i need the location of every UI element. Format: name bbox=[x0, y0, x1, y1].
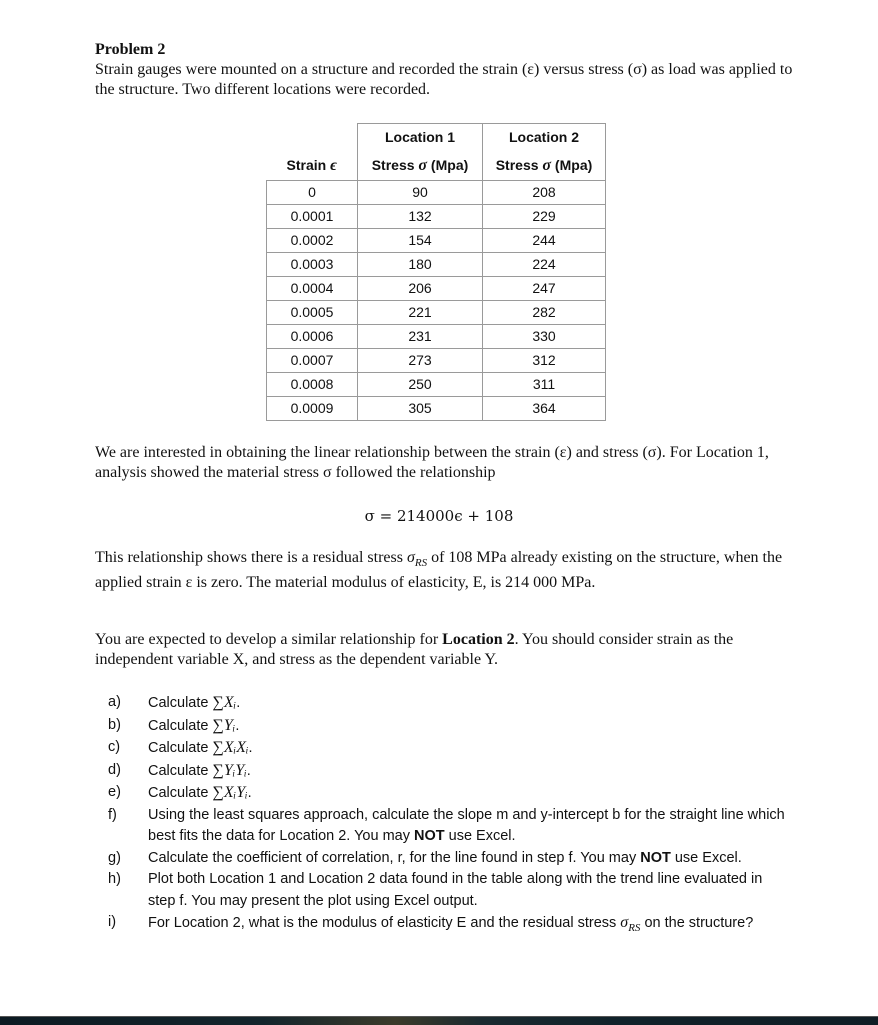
question-label: e) bbox=[108, 784, 121, 800]
header-stress-1: Stress σ (Mpa) bbox=[358, 150, 483, 181]
question-text: Calculate ∑XᵢXᵢ. bbox=[148, 739, 253, 756]
question-item bbox=[108, 848, 788, 870]
location-1-equation: σ = 214000ϵ + 108 bbox=[364, 507, 514, 525]
summation-expression: ∑Yᵢ bbox=[212, 716, 236, 734]
stress-location-1-cell: 206 bbox=[358, 277, 483, 301]
problem-header bbox=[95, 40, 795, 100]
strain-cell: 0 bbox=[267, 181, 358, 205]
stress-location-2-cell: 312 bbox=[483, 349, 606, 373]
strain-cell: 0.0006 bbox=[267, 325, 358, 349]
strain-cell: 0.0009 bbox=[267, 397, 358, 421]
stress-location-2-cell: 247 bbox=[483, 277, 606, 301]
question-label: g) bbox=[108, 849, 121, 866]
table-row bbox=[267, 301, 606, 325]
stress-location-1-cell: 221 bbox=[358, 301, 483, 325]
table-header-row-locations bbox=[267, 124, 606, 151]
sigma-symbol: σ bbox=[418, 156, 428, 174]
question-item bbox=[108, 737, 788, 760]
epsilon-symbol: ϵ bbox=[330, 156, 337, 174]
stress-location-1-cell: 305 bbox=[358, 397, 483, 421]
stress-location-1-cell: 250 bbox=[358, 373, 483, 397]
table-row bbox=[267, 397, 606, 421]
residual-stress-paragraph: This relationship shows there is a residual stress $\sigma_{RS}$ of 108 MPa already existing on the structure, when the applied strain ε is zero. The material modulus of elasticity, E, is 214 000 MPa. bbox=[95, 549, 783, 592]
question-label: f) bbox=[108, 806, 117, 823]
strain-stress-table bbox=[266, 123, 606, 421]
strain-cell: 0.0005 bbox=[267, 301, 358, 325]
question-text: Calculate ∑Yᵢ. bbox=[148, 716, 240, 734]
question-item bbox=[108, 869, 788, 912]
question-item bbox=[108, 805, 788, 848]
stress-location-2-cell: 229 bbox=[483, 205, 606, 229]
stress-location-2-cell: 282 bbox=[483, 301, 606, 325]
summation-expression: ∑YᵢYᵢ bbox=[212, 761, 247, 779]
question-text: Calculate ∑Xᵢ. bbox=[148, 694, 241, 711]
table-header-row-quantities bbox=[267, 150, 606, 181]
question-item bbox=[108, 782, 788, 805]
question-label: b) bbox=[108, 716, 121, 733]
relationship-paragraph: We are interested in obtaining the linear relationship between the strain (ε) and stress (σ). For Location 1, analysis showed the material stress σ followed the relationship bbox=[95, 444, 769, 481]
table-row bbox=[267, 349, 606, 373]
header-location-1: Location 1 bbox=[358, 124, 483, 151]
stress-location-1-cell: 180 bbox=[358, 253, 483, 277]
question-text: Calculate ∑YᵢYᵢ. bbox=[148, 761, 251, 779]
question-label: d) bbox=[108, 761, 121, 778]
table-row bbox=[267, 205, 606, 229]
stress-location-1-cell: 273 bbox=[358, 349, 483, 373]
stress-location-1-cell: 132 bbox=[358, 205, 483, 229]
question-text: For Location 2, what is the modulus of elasticity E and the residual stress $\sigma_{RS}$ on the structure? bbox=[148, 914, 754, 934]
stress-location-2-cell: 364 bbox=[483, 397, 606, 421]
stress-location-2-cell: 311 bbox=[483, 373, 606, 397]
question-text: Plot both Location 1 and Location 2 data found in the table along with the trend line evaluated in step f. You may present the plot using Excel output. bbox=[148, 871, 763, 909]
stress-location-2-cell: 208 bbox=[483, 181, 606, 205]
stress-location-1-cell: 154 bbox=[358, 229, 483, 253]
strain-cell: 0.0004 bbox=[267, 277, 358, 301]
summation-expression: ∑XᵢXᵢ bbox=[212, 739, 249, 756]
task-paragraph: You are expected to develop a similar relationship for Location 2. You should consider strain as the independent variable X, and stress as the dependent variable Y. bbox=[95, 631, 734, 668]
question-list bbox=[108, 692, 788, 939]
table-row bbox=[267, 253, 606, 277]
stress-location-1-cell: 90 bbox=[358, 181, 483, 205]
question-item bbox=[108, 715, 788, 738]
problem-title: Problem 2 bbox=[95, 41, 166, 58]
question-item bbox=[108, 760, 788, 783]
strain-cell: 0.0007 bbox=[267, 349, 358, 373]
table-row bbox=[267, 181, 606, 205]
question-text: Using the least squares approach, calculate the slope m and y-intercept b for the straight line which best fits the data for Location 2. You may NOT use Excel. bbox=[148, 806, 785, 844]
question-item bbox=[108, 912, 788, 939]
table-row bbox=[267, 373, 606, 397]
question-label: i) bbox=[108, 914, 117, 930]
stress-location-2-cell: 244 bbox=[483, 229, 606, 253]
header-stress-2: Stress σ (Mpa) bbox=[483, 150, 606, 181]
table-row bbox=[267, 229, 606, 253]
question-label: a) bbox=[108, 694, 121, 710]
stress-location-2-cell: 224 bbox=[483, 253, 606, 277]
stress-location-1-cell: 231 bbox=[358, 325, 483, 349]
table-row bbox=[267, 325, 606, 349]
summation-expression: ∑XᵢYᵢ bbox=[212, 784, 248, 801]
strain-cell: 0.0008 bbox=[267, 373, 358, 397]
header-empty bbox=[267, 124, 358, 151]
question-text: Calculate ∑XᵢYᵢ. bbox=[148, 784, 252, 801]
strain-cell: 0.0002 bbox=[267, 229, 358, 253]
problem-intro: Strain gauges were mounted on a structure and recorded the strain (ε) versus stress (σ) as load was applied to the structure. Two different locations were recorded. bbox=[95, 61, 793, 98]
summation-expression: ∑Xᵢ bbox=[212, 694, 237, 711]
table-row bbox=[267, 277, 606, 301]
sigma-symbol: σ bbox=[542, 156, 552, 174]
question-text: Calculate the coefficient of correlation, r, for the line found in step f. You may NOT use Excel. bbox=[148, 849, 742, 866]
stress-location-2-cell: 330 bbox=[483, 325, 606, 349]
question-label: h) bbox=[108, 871, 121, 887]
question-item bbox=[108, 692, 788, 715]
header-strain: Strain ϵ bbox=[267, 150, 358, 181]
question-label: c) bbox=[108, 739, 121, 755]
strain-cell: 0.0003 bbox=[267, 253, 358, 277]
strain-cell: 0.0001 bbox=[267, 205, 358, 229]
header-location-2: Location 2 bbox=[483, 124, 606, 151]
